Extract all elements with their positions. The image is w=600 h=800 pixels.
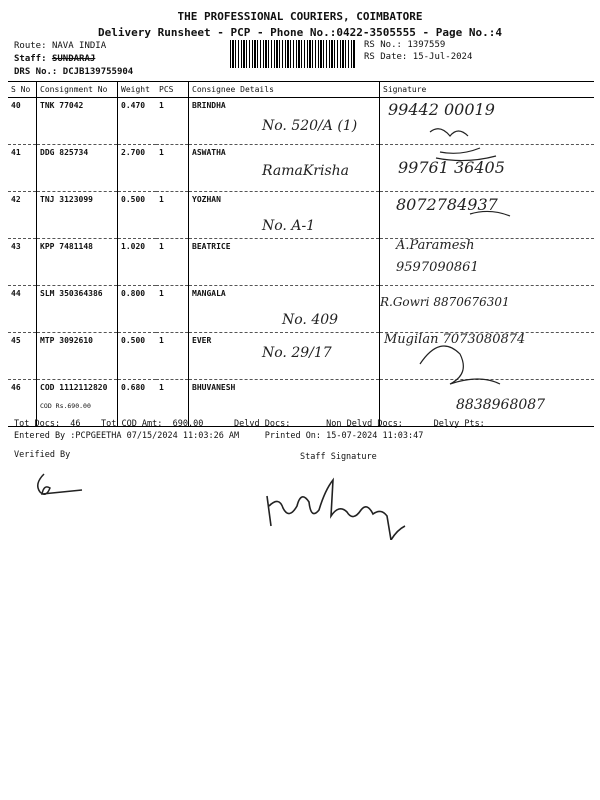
row-consignment: DDG 825734 bbox=[37, 145, 118, 192]
scribble-mark bbox=[430, 129, 468, 136]
row-weight: 0.680 bbox=[118, 380, 157, 427]
row-consignment: COD 1112112820 COD Rs.690.00 bbox=[37, 380, 118, 427]
row-weight: 0.470 bbox=[118, 98, 157, 145]
signature-scribbles bbox=[380, 102, 560, 442]
row-weight: 0.500 bbox=[118, 192, 157, 239]
totals-line: Tot Docs: 46 Tot COD Amt: 690.00 Delvd Docs: Non Delvd Docs: Delvy Pts: bbox=[14, 419, 485, 429]
handwritten-signature: R.Gowri 8870676301 bbox=[380, 295, 510, 309]
row-consignee: BEATRICE bbox=[189, 239, 380, 286]
row-consignment: TNK 77042 bbox=[37, 98, 118, 145]
scribble-mark bbox=[436, 148, 496, 161]
row-weight: 0.800 bbox=[118, 286, 157, 333]
handwritten-door-no: No. 520/A (1) bbox=[262, 118, 358, 134]
handwritten-signature: 99442 00019 bbox=[388, 100, 495, 119]
row-consignee: BRINDHA bbox=[189, 98, 380, 145]
handwritten-signature: 8838968087 bbox=[456, 397, 546, 413]
runsheet-subtitle: Delivery Runsheet - PCP - Phone No.:0422-3505555 - Page No.:4 bbox=[98, 26, 502, 39]
verifier-signature bbox=[30, 470, 90, 510]
handwritten-door-no: No. 29/17 bbox=[262, 345, 332, 361]
row-consignee: BHUVANESH bbox=[189, 380, 380, 427]
row-consignment: TNJ 3123099 bbox=[37, 192, 118, 239]
col-consignee: Consignee Details bbox=[189, 82, 380, 98]
row-pcs: 1 bbox=[156, 286, 189, 333]
row-consignee: YOZHAN bbox=[189, 192, 380, 239]
handwritten-door-no: No. A-1 bbox=[262, 218, 316, 234]
col-pcs: PCS bbox=[156, 82, 189, 98]
row-weight: 1.020 bbox=[118, 239, 157, 286]
rs-date-value: 15-Jul-2024 bbox=[412, 52, 473, 62]
row-pcs: 1 bbox=[156, 239, 189, 286]
scribble-mark bbox=[470, 211, 510, 216]
row-consignee: MANGALA bbox=[189, 286, 380, 333]
col-consignment: Consignment No bbox=[37, 82, 118, 98]
staff-signature-label: Staff Signature bbox=[300, 452, 377, 462]
row-consignee: EVER bbox=[189, 333, 380, 380]
rs-no-value: 1397559 bbox=[407, 40, 446, 50]
staff-value: SUNDARAJ bbox=[51, 54, 96, 64]
rs-date-line: RS Date: 15-Jul-2024 bbox=[364, 52, 473, 62]
row-weight: 0.500 bbox=[118, 333, 157, 380]
handwritten-signature: A.Paramesh 9597090861 bbox=[396, 238, 479, 275]
row-pcs: 1 bbox=[156, 192, 189, 239]
table-header-row bbox=[8, 82, 594, 98]
row-sno: 40 bbox=[8, 98, 37, 145]
handwritten-signature: Mugilan 7073080874 bbox=[384, 332, 526, 347]
row-sno: 41 bbox=[8, 145, 37, 192]
row-consignment: SLM 350364386 bbox=[37, 286, 118, 333]
row-consignment: KPP 7481148 bbox=[37, 239, 118, 286]
row-pcs: 1 bbox=[156, 98, 189, 145]
row-weight: 2.700 bbox=[118, 145, 157, 192]
row-sno: 46 bbox=[8, 380, 37, 427]
handwritten-name: RamaKrisha bbox=[262, 163, 350, 179]
row-pcs: 1 bbox=[156, 145, 189, 192]
handwritten-signature: 99761 36405 bbox=[398, 158, 505, 177]
cod-note: COD Rs.690.00 bbox=[40, 402, 91, 410]
route-value: NAVA INDIA bbox=[51, 41, 107, 51]
entered-by-line: Entered By :PCPGEETHA 07/15/2024 11:03:26 AM Printed On: 15-07-2024 11:03:47 bbox=[14, 431, 424, 441]
col-sno: S No bbox=[8, 82, 37, 98]
rs-no-line: RS No.: 1397559 bbox=[364, 40, 446, 50]
verified-by-label: Verified By bbox=[14, 450, 71, 460]
company-title: THE PROFESSIONAL COURIERS, COIMBATORE bbox=[177, 10, 423, 23]
row-sno: 45 bbox=[8, 333, 37, 380]
row-sno: 43 bbox=[8, 239, 37, 286]
row-pcs: 1 bbox=[156, 380, 189, 427]
row-pcs: 1 bbox=[156, 333, 189, 380]
col-signature: Signature bbox=[380, 82, 595, 98]
staff-signature bbox=[255, 460, 435, 540]
barcode bbox=[230, 40, 356, 68]
col-weight: Weight bbox=[118, 82, 157, 98]
row-consignment: MTP 3092610 bbox=[37, 333, 118, 380]
route-line: Route: NAVA INDIA bbox=[14, 41, 107, 51]
drs-line: DRS No.: DCJB139755904 bbox=[14, 67, 134, 77]
row-sno: 44 bbox=[8, 286, 37, 333]
handwritten-signature: 8072784937 bbox=[396, 195, 498, 214]
staff-line: Staff: SUNDARAJ bbox=[14, 54, 96, 64]
handwritten-door-no: No. 409 bbox=[282, 312, 339, 328]
drs-value: DCJB139755904 bbox=[62, 67, 134, 77]
scribble-mark bbox=[420, 346, 500, 384]
row-consignee: ASWATHA bbox=[189, 145, 380, 192]
row-sno: 42 bbox=[8, 192, 37, 239]
